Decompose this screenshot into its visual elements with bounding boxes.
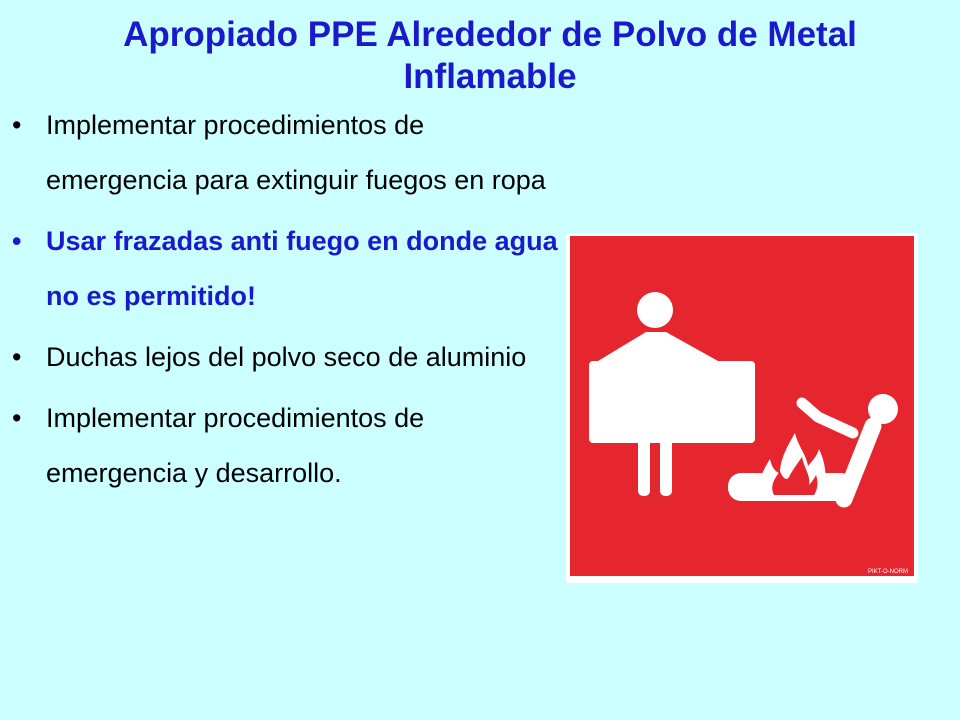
fire-blanket-sign	[566, 233, 918, 583]
bullet-text: Usar frazadas anti fuego en donde agua no es permitido!	[46, 226, 558, 311]
bullet-text: Implementar procedimientos de emergencia para extinguir fuegos en ropa	[46, 110, 546, 195]
bullet-item-emergency-development	[0, 391, 560, 501]
bullet-item-fire-blankets	[0, 214, 560, 324]
bullet-dot-icon: •	[12, 342, 22, 372]
bullet-dot-icon: •	[12, 403, 22, 433]
bullet-list	[0, 98, 560, 507]
fire-blanket-sign-icon	[566, 233, 918, 583]
bullet-dot-icon: •	[12, 226, 22, 256]
bullet-item-emergency-clothing	[0, 98, 560, 208]
bullet-dot-icon: •	[12, 110, 22, 140]
slide-title: Apropiado PPE Alrededor de Polvo de Metal Inflamable	[123, 15, 857, 96]
bullet-text: Duchas lejos del polvo seco de aluminio	[46, 342, 527, 372]
sign-caption: PIKT-O-NORM	[868, 569, 908, 575]
bullet-item-showers	[0, 330, 560, 385]
bullet-text: Implementar procedimientos de emergencia y desarrollo.	[46, 403, 425, 488]
